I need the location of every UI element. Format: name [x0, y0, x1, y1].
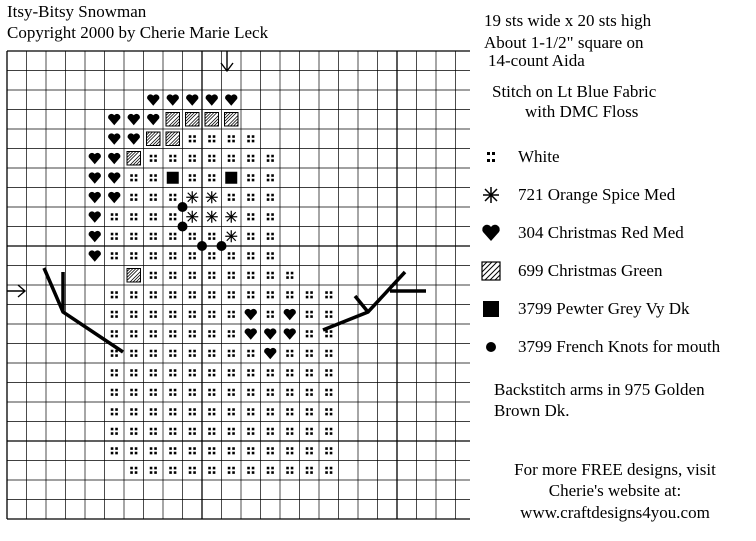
red-heart-stitch [89, 192, 101, 203]
white-stitch [267, 155, 274, 162]
red-heart-stitch [245, 328, 257, 339]
white-stitch [247, 233, 254, 240]
pattern-title: Itsy-Bitsy Snowman [7, 2, 147, 21]
right-arm-backstitch [323, 272, 405, 330]
white-stitch [247, 467, 254, 474]
white-stitch [150, 194, 157, 201]
hatch-icon [480, 260, 502, 282]
red-heart-stitch [186, 94, 198, 105]
white-stitch [247, 389, 254, 396]
white-stitch [306, 311, 313, 318]
white-stitch [228, 467, 235, 474]
orange-asterisk-stitch [225, 211, 237, 223]
white-stitch [228, 447, 235, 454]
legend-label: 304 Christmas Red Med [518, 223, 684, 242]
white-stitch [228, 350, 235, 357]
white-stitch [150, 252, 157, 259]
white-stitch [306, 369, 313, 376]
white-stitch [286, 272, 293, 279]
white-stitch [189, 135, 196, 142]
white-stitch [228, 408, 235, 415]
footer-line-1: For more FREE designs, visit [514, 460, 716, 479]
red-heart-stitch [89, 250, 101, 261]
red-heart-stitch [108, 114, 120, 125]
white-stitch [130, 194, 137, 201]
orange-asterisk-stitch [206, 191, 218, 203]
white-stitch [130, 467, 137, 474]
french-knot [178, 202, 188, 212]
green-hatch-stitch [127, 152, 141, 166]
red-heart-stitch [108, 133, 120, 144]
white-stitch [189, 447, 196, 454]
white-stitch [169, 213, 176, 220]
white-stitch [306, 428, 313, 435]
white-stitch [267, 311, 274, 318]
red-heart-stitch [206, 94, 218, 105]
red-heart-stitch [128, 133, 140, 144]
white-stitch [130, 174, 137, 181]
white-stitch [247, 428, 254, 435]
white-stitch [325, 428, 332, 435]
white-stitch [150, 408, 157, 415]
white-stitch [208, 252, 215, 259]
legend-label: White [518, 147, 560, 166]
white-stitch [208, 467, 215, 474]
white-stitch [169, 369, 176, 376]
white-stitch [169, 233, 176, 240]
white-stitch [286, 428, 293, 435]
legend-item-mouth [480, 336, 720, 358]
red-heart-stitch [245, 309, 257, 320]
white-stitch [169, 291, 176, 298]
white-stitch [189, 350, 196, 357]
white-stitch [189, 408, 196, 415]
green-hatch-stitch [205, 113, 219, 127]
white-stitch [267, 428, 274, 435]
white-stitch [150, 389, 157, 396]
white-stitch [111, 350, 118, 357]
white-stitch [169, 252, 176, 259]
white-stitch [306, 389, 313, 396]
white-stitch [189, 155, 196, 162]
red-heart-stitch [284, 328, 296, 339]
white-stitch [286, 447, 293, 454]
white-stitch [247, 213, 254, 220]
white-stitch [247, 155, 254, 162]
white-stitch [325, 311, 332, 318]
square-icon [480, 298, 502, 320]
white-stitch [306, 447, 313, 454]
white-stitch [228, 135, 235, 142]
size-line-2: About 1-1/2" square on [484, 33, 644, 52]
white-stitch [247, 291, 254, 298]
white-stitch [169, 467, 176, 474]
white-stitch [189, 311, 196, 318]
white-stitch [150, 467, 157, 474]
white-stitch [286, 291, 293, 298]
white-stitch [208, 408, 215, 415]
white-stitch [150, 428, 157, 435]
white-stitch [130, 447, 137, 454]
white-stitch [130, 350, 137, 357]
white-stitch [169, 155, 176, 162]
white-stitch [306, 330, 313, 337]
red-heart-stitch [89, 172, 101, 183]
white-stitch [130, 330, 137, 337]
white-stitch [267, 389, 274, 396]
white-stitch [286, 369, 293, 376]
white-stitch [130, 291, 137, 298]
white-stitch [228, 155, 235, 162]
white-stitch [247, 194, 254, 201]
green-hatch-stitch [186, 113, 200, 127]
white-stitch [247, 408, 254, 415]
white-stitch [208, 428, 215, 435]
white-stitch [286, 467, 293, 474]
white-stitch [169, 428, 176, 435]
white-stitch [286, 350, 293, 357]
white-stitch [111, 428, 118, 435]
red-heart-stitch [128, 114, 140, 125]
size-line-3: 14-count Aida [488, 51, 585, 70]
orange-asterisk-stitch [225, 230, 237, 242]
legend-label: 3799 Pewter Grey Vy Dk [518, 299, 690, 318]
green-hatch-stitch [147, 132, 161, 146]
white-stitch [150, 369, 157, 376]
white-stitch [111, 252, 118, 259]
white-stitch [111, 369, 118, 376]
white-stitch [169, 330, 176, 337]
white-stitch [130, 428, 137, 435]
red-heart-stitch [284, 309, 296, 320]
white-stitch [267, 408, 274, 415]
white-stitch [228, 330, 235, 337]
white-stitch [189, 369, 196, 376]
footer-line-2: Cherie's website at: [548, 481, 682, 500]
white-stitch [150, 447, 157, 454]
green-hatch-stitch [166, 113, 180, 127]
white-stitch [247, 350, 254, 357]
white-stitch [189, 233, 196, 240]
white-stitch [228, 272, 235, 279]
white-stitch [189, 467, 196, 474]
white-stitch [247, 135, 254, 142]
white-stitch [228, 194, 235, 201]
green-hatch-stitch [166, 132, 180, 146]
legend-item-green [480, 260, 662, 282]
white-stitch [325, 369, 332, 376]
white-stitch [286, 408, 293, 415]
white-stitch [150, 233, 157, 240]
white-stitch [130, 408, 137, 415]
white-stitch [169, 447, 176, 454]
legend-label: 3799 French Knots for mouth [518, 337, 721, 356]
legend-item-grey [480, 298, 690, 320]
white-stitch [169, 389, 176, 396]
white-stitch [130, 252, 137, 259]
white-stitch [306, 408, 313, 415]
white-stitch [150, 155, 157, 162]
right-arm-backstitch [355, 296, 368, 312]
white-stitch [208, 330, 215, 337]
red-heart-stitch [108, 192, 120, 203]
white-stitch [208, 447, 215, 454]
french-knot [197, 241, 207, 251]
red-heart-stitch [167, 94, 179, 105]
dot-icon [480, 336, 502, 358]
white-stitch [150, 291, 157, 298]
white-stitch [325, 408, 332, 415]
white-stitch [208, 272, 215, 279]
white-stitch [228, 389, 235, 396]
white-stitch [189, 174, 196, 181]
white-stitch [267, 194, 274, 201]
orange-asterisk-stitch [186, 191, 198, 203]
french-knot [217, 241, 227, 251]
red-heart-stitch [108, 172, 120, 183]
white-stitch [228, 252, 235, 259]
white-stitch [208, 369, 215, 376]
white-stitch [189, 330, 196, 337]
french-knot [178, 222, 188, 232]
red-heart-stitch [264, 348, 276, 359]
grey-square-stitch [225, 172, 237, 184]
white-stitch [169, 311, 176, 318]
white-stitch [169, 194, 176, 201]
grey-square-stitch [167, 172, 179, 184]
red-heart-stitch [225, 94, 237, 105]
white-stitch [208, 174, 215, 181]
size-line-1: 19 sts wide x 20 sts high [484, 11, 652, 30]
white-stitch [267, 213, 274, 220]
white-stitch [111, 389, 118, 396]
white-stitch [247, 174, 254, 181]
legend-label: 699 Christmas Green [518, 261, 663, 280]
red-heart-stitch [264, 328, 276, 339]
white-stitch [306, 467, 313, 474]
white-stitch [208, 311, 215, 318]
white-stitch [208, 389, 215, 396]
white-stitch [267, 467, 274, 474]
red-heart-stitch [89, 153, 101, 164]
white-stitch [130, 213, 137, 220]
white-stitch [111, 213, 118, 220]
fabric-line-2: with DMC Floss [525, 102, 639, 121]
white-stitch [325, 350, 332, 357]
red-heart-stitch [89, 231, 101, 242]
white-stitch [325, 447, 332, 454]
white-stitch [189, 389, 196, 396]
white-stitch [130, 389, 137, 396]
white-stitch [169, 350, 176, 357]
white-stitch [111, 233, 118, 240]
white-stitch [208, 233, 215, 240]
white-stitch [325, 467, 332, 474]
white-stitch [247, 447, 254, 454]
center-arrow-down-icon [221, 51, 233, 71]
dots-icon [480, 146, 502, 168]
red-heart-stitch [147, 94, 159, 105]
white-stitch [189, 291, 196, 298]
white-stitch [247, 252, 254, 259]
white-stitch [111, 311, 118, 318]
legend-item-red [480, 222, 684, 244]
white-stitch [228, 369, 235, 376]
white-stitch [208, 350, 215, 357]
white-stitch [267, 174, 274, 181]
white-stitch [306, 291, 313, 298]
white-stitch [267, 252, 274, 259]
white-stitch [169, 408, 176, 415]
white-stitch [111, 408, 118, 415]
backstitch-line-2: Brown Dk. [494, 401, 570, 420]
white-stitch [325, 389, 332, 396]
white-stitch [189, 428, 196, 435]
backstitch-line-1: Backstitch arms in 975 Golden [494, 380, 705, 399]
green-hatch-stitch [225, 113, 239, 127]
white-stitch [286, 389, 293, 396]
white-stitch [208, 135, 215, 142]
legend-item-orange [480, 184, 675, 206]
center-arrow-right-icon [7, 285, 25, 297]
heart-icon [480, 222, 502, 244]
legend-label: 721 Orange Spice Med [518, 185, 676, 204]
orange-asterisk-stitch [186, 211, 198, 223]
white-stitch [150, 272, 157, 279]
white-stitch [169, 272, 176, 279]
white-stitch [267, 291, 274, 298]
white-stitch [267, 233, 274, 240]
white-stitch [267, 369, 274, 376]
white-stitch [189, 272, 196, 279]
white-stitch [130, 311, 137, 318]
legend-item-white [480, 146, 560, 168]
copyright-text: Copyright 2000 by Cherie Marie Leck [7, 23, 269, 42]
orange-asterisk-stitch [206, 211, 218, 223]
left-arm-backstitch [44, 268, 123, 352]
fabric-line-1: Stitch on Lt Blue Fabric [492, 82, 657, 101]
white-stitch [267, 272, 274, 279]
white-stitch [150, 311, 157, 318]
website-link[interactable]: www.craftdesigns4you.com [520, 503, 710, 522]
white-stitch [247, 272, 254, 279]
white-stitch [208, 291, 215, 298]
white-stitch [130, 369, 137, 376]
white-stitch [228, 291, 235, 298]
white-stitch [189, 252, 196, 259]
white-stitch [228, 428, 235, 435]
white-stitch [247, 369, 254, 376]
white-stitch [325, 330, 332, 337]
white-stitch [111, 330, 118, 337]
white-stitch [150, 350, 157, 357]
white-stitch [111, 447, 118, 454]
green-hatch-stitch [127, 269, 141, 283]
white-stitch [130, 233, 137, 240]
white-stitch [150, 213, 157, 220]
white-stitch [228, 311, 235, 318]
white-stitch [150, 330, 157, 337]
red-heart-stitch [108, 153, 120, 164]
white-stitch [111, 291, 118, 298]
white-stitch [306, 350, 313, 357]
asterisk-icon [480, 184, 502, 206]
white-stitch [267, 447, 274, 454]
white-stitch [325, 291, 332, 298]
red-heart-stitch [89, 211, 101, 222]
white-stitch [150, 174, 157, 181]
red-heart-stitch [147, 114, 159, 125]
white-stitch [208, 155, 215, 162]
